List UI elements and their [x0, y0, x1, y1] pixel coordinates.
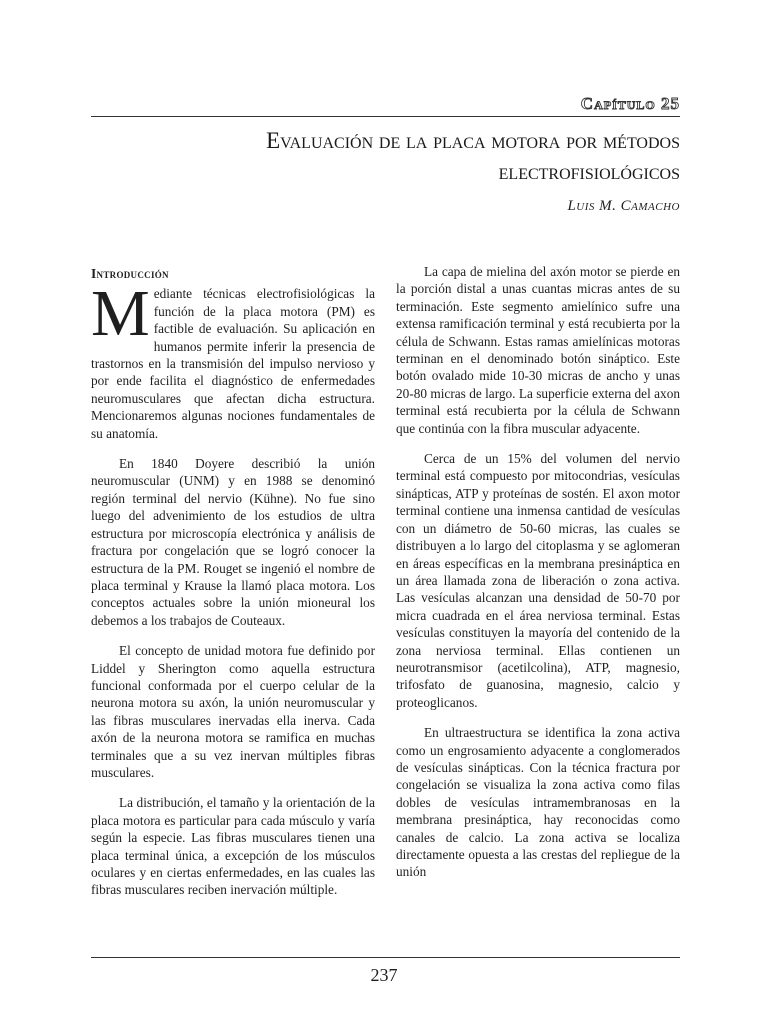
paragraph: En ultraestructura se identifica la zona activa como un engrosamiento adyacente a conglomerados de vesículas sinápticas. Con la técnica fractura por congelación se visualiza la zona activa como filas dobles de vesículas intramembranosas en la membrana presináptica, hay reconocidas como canales de calcio. La zona activa se localiza directamente opuesta a las crestas del repliegue de la unión [396, 725, 680, 880]
footer-rule [91, 957, 680, 958]
paragraph [91, 277, 375, 442]
page-number: 237 [370, 965, 398, 985]
drop-cap: M [91, 277, 150, 351]
chapter-title-line-1: Evaluación de la placa motora por métodos [266, 128, 680, 153]
paragraph: Cerca de un 15% del volumen del nervio terminal está compuesto por mitocondrias, vesículas sinápticas, ATP y proteínas de sostén. El axon motor terminal contiene una inmensa cantidad de vesículas con un diámetro de 50-60 micras, las cuales se distribuyen a lo largo del citoplasma y se aglomeran en áreas específicas en la membrana presináptica en un área llamada zona de liberación o zona activa. Las vesículas alcanzan una densidad de 50-70 por micra cuadrada en el área nerviosa terminal. Estas vesículas constituyen la mayoría del contenido de la zona nerviosa terminal. Ellas contienen un neurotransmisor (acetilcolina), ATP, magnesio, trifosfato de guanosina, magnesio, calcio y proteoglicanos. [396, 451, 680, 710]
left-column [91, 263, 375, 912]
chapter-title [120, 125, 680, 187]
author-name: Luis M. Camacho [567, 198, 680, 214]
right-column [396, 263, 680, 894]
paragraph-text: ediante técnicas electrofisiológicas la función de la placa motora (PM) es factible de evaluación. Su aplicación en humanos permite inferir la presencia de trastornos en la transmisión del impulso nervioso y por ende facilita el diagnóstico de enfermedades neuromusculares que afectan dicha estructura. Mencionaremos algunas nociones fundamentales de su anatomía. [91, 286, 375, 441]
paragraph: La capa de mielina del axón motor se pierde en la porción distal a unas cuantas micras antes de su terminación. Este segmento amielínico sufre una extensa ramificación terminal y está recubierta por la célula de Schwann. Estas ramas amielínicas motoras terminan en el denominado botón sináptico. Este botón ovalado mide 10-30 micras de ancho y unas 20-80 micras de largo. La superficie externa del axon terminal está recubierta por la célula de Schwann que continúa con la fibra muscular adyacente. [396, 264, 680, 436]
chapter-title-line-2: electrofisiológicos [498, 159, 680, 184]
paragraph: La distribución, el tamaño y la orientación de la placa motora es particular para cada músculo y varía según la especie. Las fibras musculares tienen una placa terminal única, a excepción de los músculos oculares y en ciertas enfermedades, en las cuales las fibras musculares reciben inervación múltiple. [91, 795, 375, 898]
paragraph: El concepto de unidad motora fue definido por Liddel y Sherington como aquella estructura funcional conformada por el cuerpo celular de la neurona motora su axón, la unión neuromuscular y las fibras musculares inervadas ella inerva. Cada axón de la neurona motora se ramifica en muchas terminales que a su vez inervan múltiples fibras musculares. [91, 643, 375, 780]
section-heading: Introducción [91, 266, 169, 281]
chapter-label: Capítulo 25 [580, 94, 680, 113]
header-rule [91, 116, 680, 117]
paragraph: En 1840 Doyere describió la unión neuromuscular (UNM) y en 1988 se denominó región terminal del nervio (Kühne). No fue sino luego del advenimiento de los estudios de ultra estructura por microscopía electrónica y análisis de fractura por congelación que se logró conocer la estructura de la PM. Rouget se ingenió el nombre de placa terminal y Krause la llamó placa motora. Los conceptos actuales sobre la unión mioneural los debemos a los trabajos de Couteaux. [91, 456, 375, 628]
